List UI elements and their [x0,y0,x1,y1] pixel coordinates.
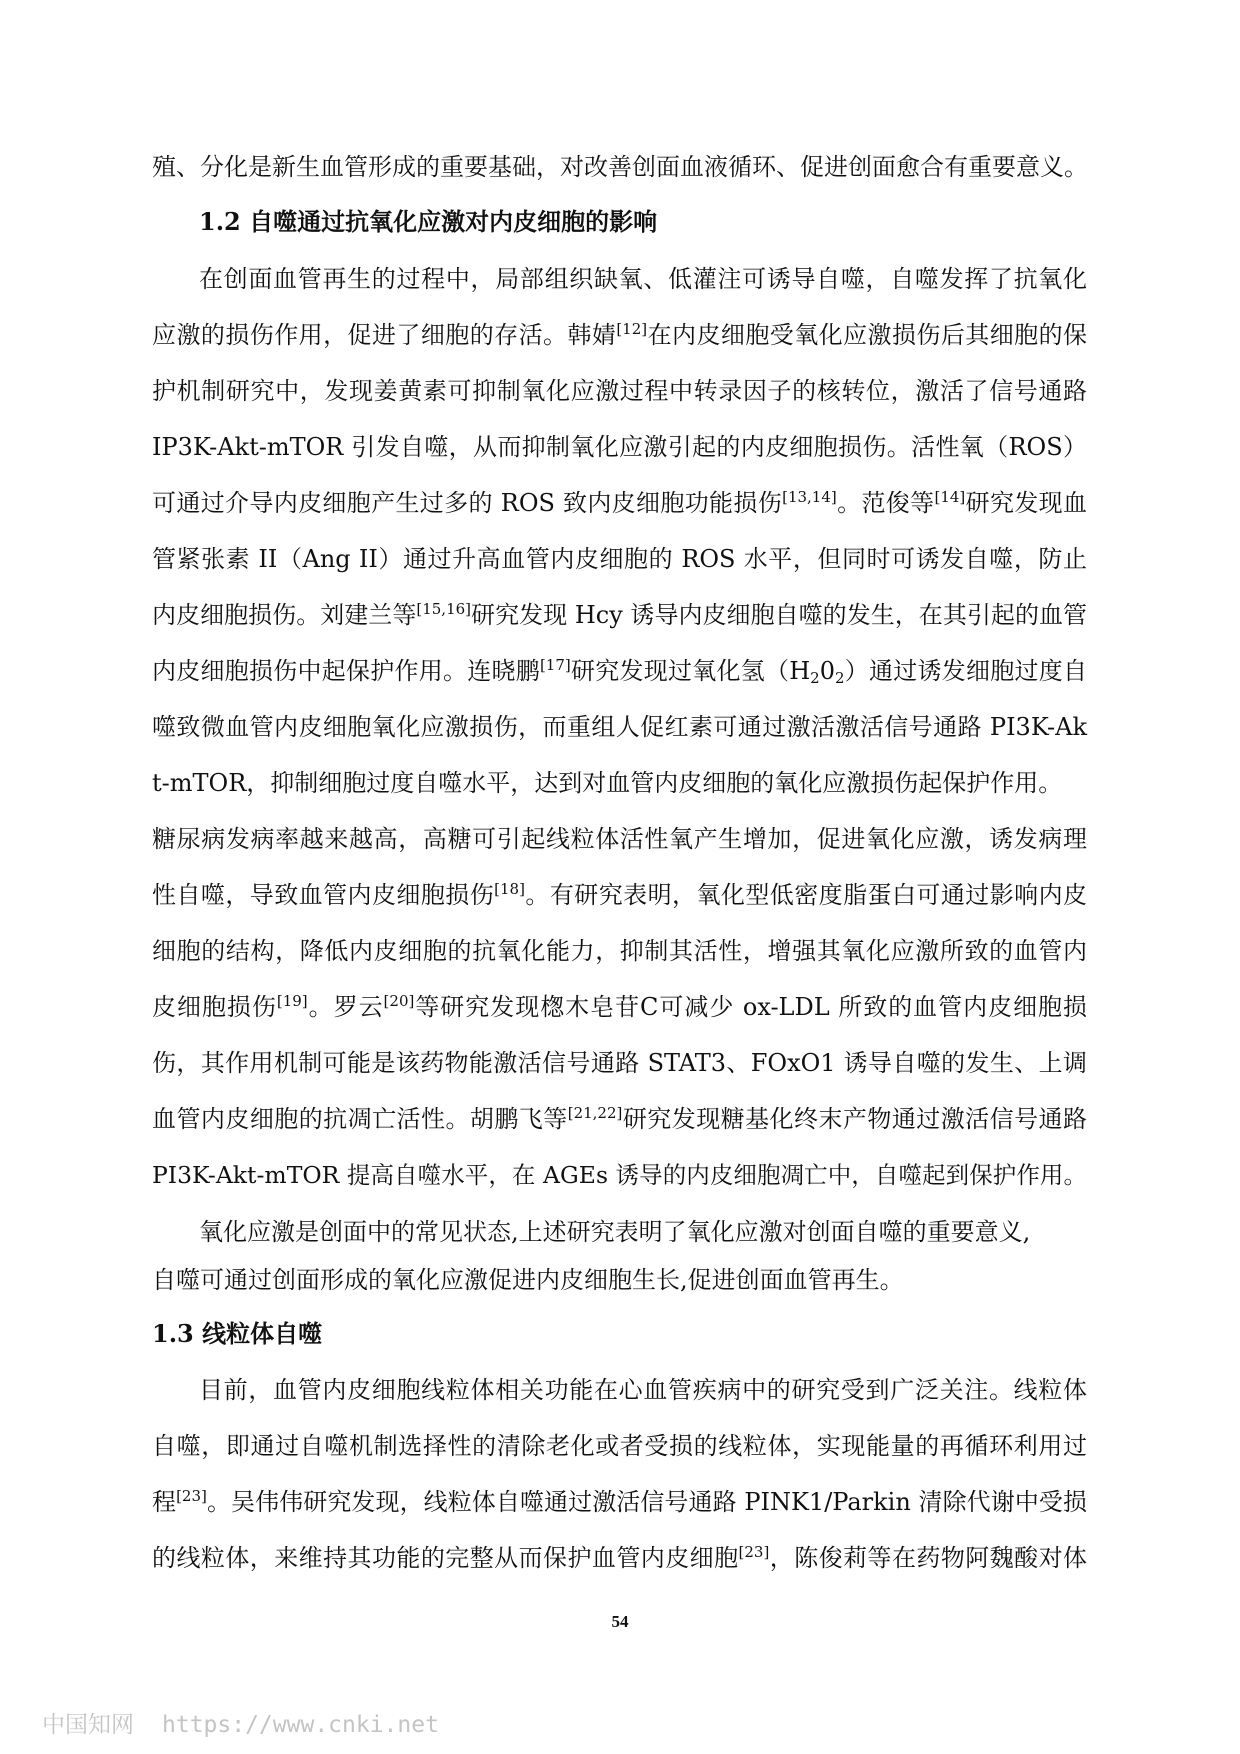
citation-ref: [23] [176,1487,207,1505]
text-line: 护机制研究中，发现姜黄素可抑制氧化应激过程中转录因子的核转位，激活了信号通路 [152,377,1087,405]
text-line: 自噬，即通过自噬机制选择性的清除老化或者受损的线粒体，实现能量的再循环利用过 [152,1432,1087,1460]
citation-ref: [14] [934,488,966,506]
citation-ref: [17] [539,656,571,674]
section-heading-1-3: 1.3 线粒体自噬 [152,1319,323,1348]
cnki-watermark [42,1706,467,1739]
text-line: 内皮细胞损伤中起保护作用。连晓鹏[17]研究发现过氧化氢$(H_20_2)$通过诱发细胞过度自 [152,656,1088,687]
subscript: 2 [810,669,820,687]
text-line: 性自噬，导致血管内皮细胞损伤[18]。有研究表明，氧化型低密度脂蛋白可通过影响内皮 [152,880,1088,909]
text-line: 氧化应激是创面中的常见状态,上述研究表明了氧化应激对创面自噬的重要意义, [199,1218,1031,1246]
text-line: 殖、分化是新生血管形成的重要基础，对改善创面血液循环、促进创面愈合有重要意义。 [152,153,1088,181]
watermark-cn-text: 中国知网 [42,1712,134,1738]
text-line: 在创面血管再生的过程中，局部组织缺氧、低灌注可诱导自噬，自噬发挥了抗氧化 [199,265,1087,293]
text-line: 伤，其作用机制可能是该药物能激活信号通路 STAT3、FOxO1 诱导自噬的发生、上调 [152,1049,1087,1077]
citation-ref: [15,16] [416,600,472,618]
text-line: 管紧张素 II（Ang II）通过升高血管内皮细胞的 ROS 水平，但同时可诱发自噬，防止 [152,545,1087,573]
text-line: 皮细胞损伤[19]。罗云[20]等研究发现楤木皂苷C可减少 ox-LDL 所致的血管内皮细胞损 [152,992,1088,1021]
text-line: 程[23]。吴伟伟研究发现，线粒体自噬通过激活信号通路 PINK1/Parkin 清除代谢中受损 [152,1487,1087,1516]
citation-ref: [19] [276,992,308,1010]
citation-ref: [23] [738,1543,770,1561]
citation-ref: [21,22] [567,1104,623,1122]
text-line: 目前，血管内皮细胞线粒体相关功能在心血管疾病中的研究受到广泛关注。线粒体 [199,1376,1087,1404]
text-line: 噬致微血管内皮细胞氧化应激损伤，而重组人促红素可通过激活激活信号通路 PI3K-Ak [152,713,1087,741]
citation-ref: [18] [494,880,525,898]
text-line: 应激的损伤作用，促进了细胞的存活。韩婧[12]在内皮细胞受氧化应激损伤后其细胞的保 [152,320,1088,349]
text-line: 细胞的结构，降低内皮细胞的抗氧化能力，抑制其活性，增强其氧化应激所致的血管内 [152,937,1087,965]
citation-ref: [20] [383,992,415,1010]
citation-ref: [12] [616,320,648,338]
text-line: 血管内皮细胞的抗凋亡活性。胡鹏飞等[21,22]研究发现糖基化终末产物通过激活信号通路 [152,1104,1087,1133]
text-line: t-mTOR，抑制细胞过度自噬水平，达到对血管内皮细胞的氧化应激损伤起保护作用。 [152,769,1063,797]
text-line: 内皮细胞损伤。刘建兰等[15,16]研究发现 Hcy 诱导内皮细胞自噬的发生，在其引起的血管 [152,600,1088,629]
subscript: 2 [834,669,845,687]
watermark-url: https://www.cnki.net [162,1712,439,1738]
section-heading-1-2: 1.2 自噬通过抗氧化应激对内皮细胞的影响 [199,207,658,236]
text-line: PI3K-Akt-mTOR 提高自噬水平，在 AGEs 诱导的内皮细胞凋亡中，自噬起到保护作用。 [152,1161,1087,1189]
text-line: 可通过介导内皮细胞产生过多的 ROS 致内皮细胞功能损伤[13,14]。范俊等[14]研究发现血 [152,488,1088,517]
text-line: 的线粒体，来维持其功能的完整从而保护血管内皮细胞[23]，陈俊莉等在药物阿魏酸对体 [152,1543,1088,1572]
text-line: 自噬可通过创面形成的氧化应激促进内皮细胞生长,促进创面血管再生。 [152,1266,904,1294]
citation-ref: [13,14] [782,488,837,506]
page-number: 54 [611,1612,629,1631]
text-line: 糖尿病发病率越来越高，高糖可引起线粒体活性氧产生增加，促进氧化应激，诱发病理 [152,825,1087,853]
text-line: IP3K-Akt-mTOR 引发自噬，从而抑制氧化应激引起的内皮细胞损伤。活性氧（ROS） [152,433,1087,461]
